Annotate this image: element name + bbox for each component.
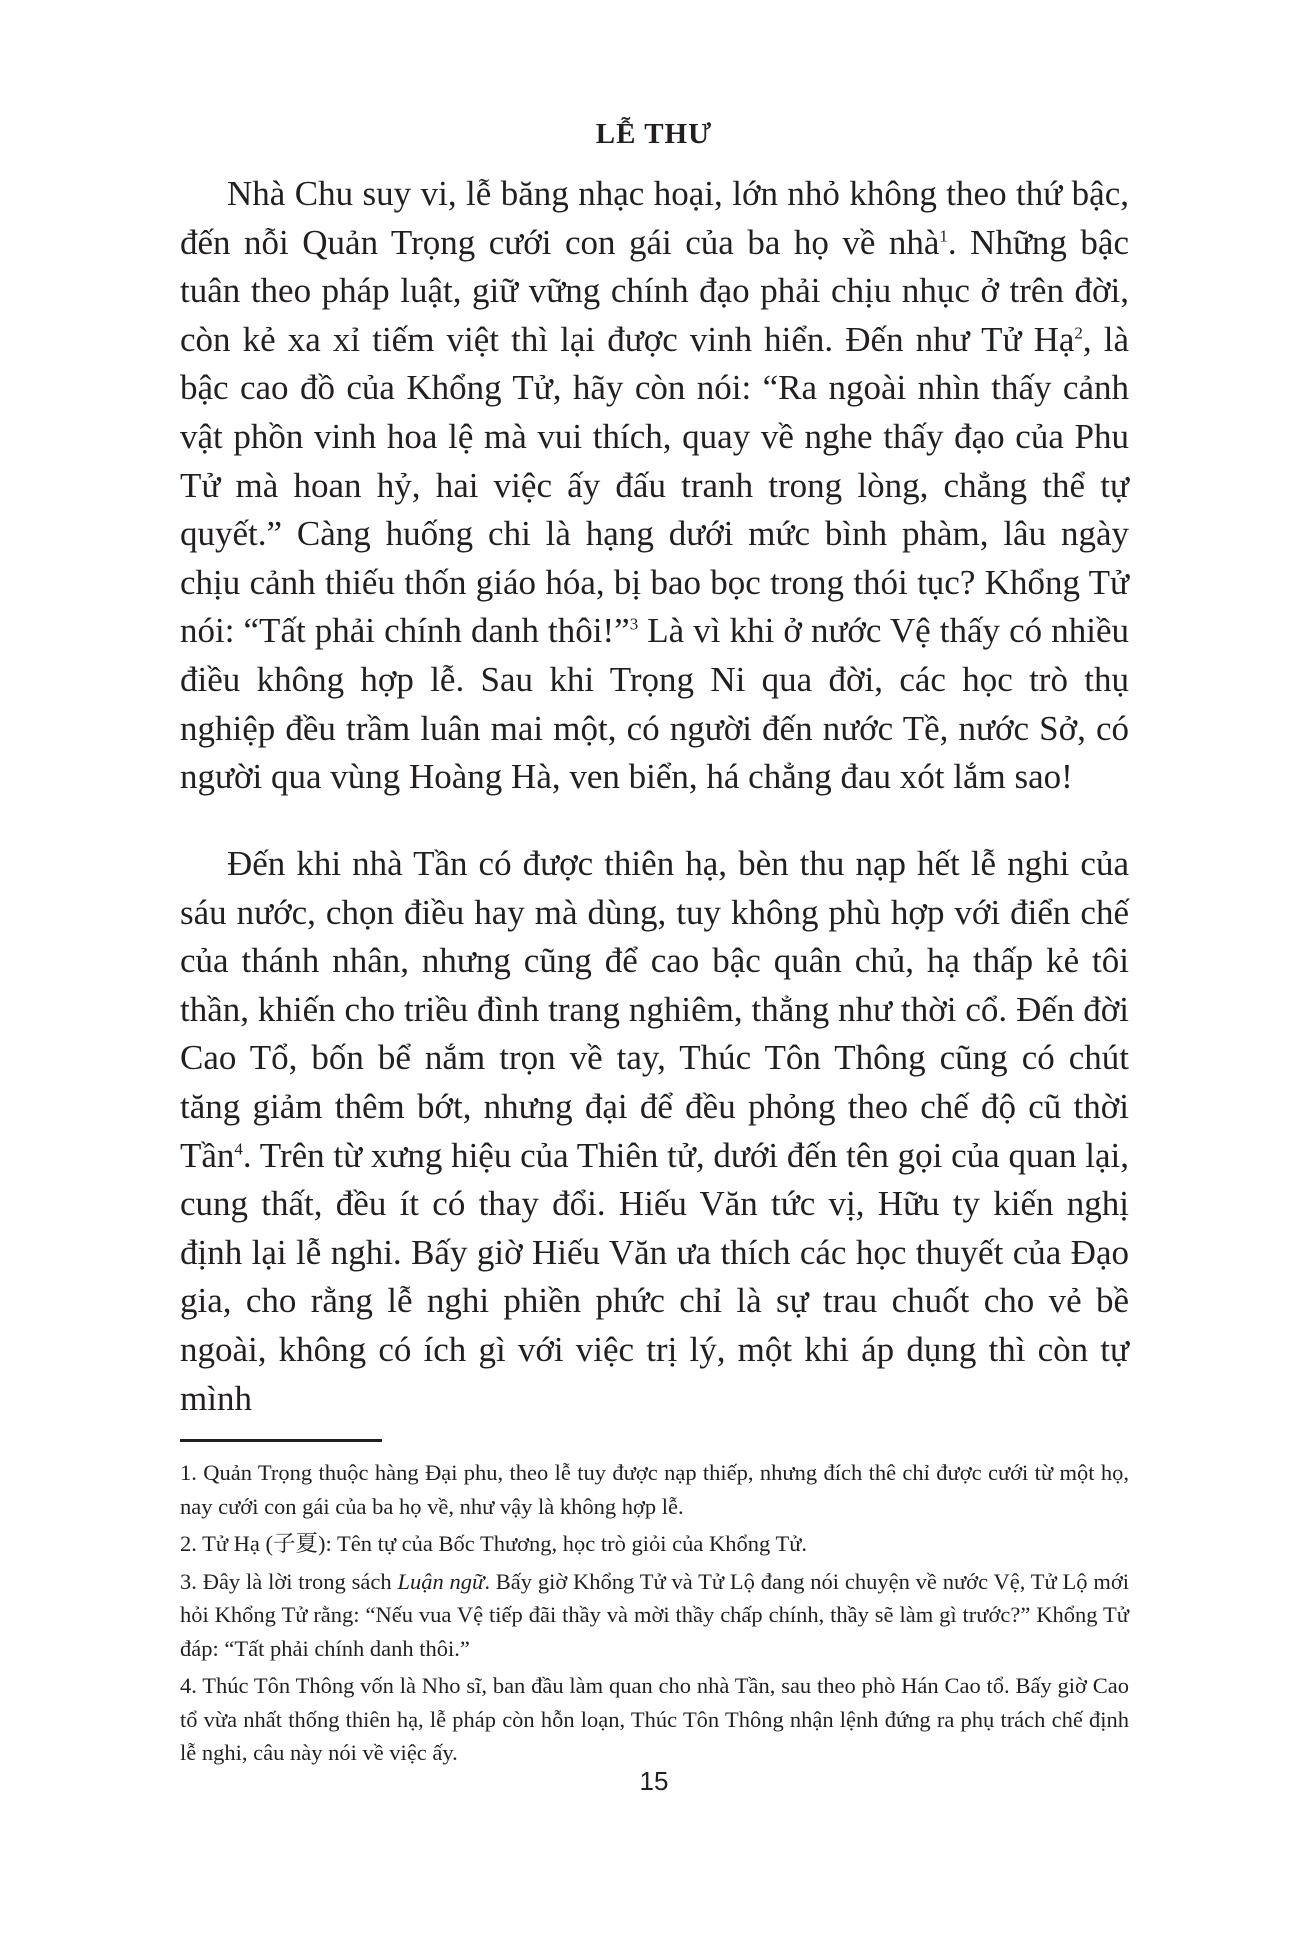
chapter-title: LỄ THƯ [595, 118, 713, 150]
footnote-ref[interactable]: 4 [234, 1138, 243, 1158]
paragraph-text: . Những bậc tuân theo pháp luật, giữ vững chính đạo phải chịu nhục ở trên đời, còn kẻ xa xỉ tiếm việt thì lại được vinh hiển. Đến như Tử Hạ [180, 222, 1129, 359]
footnote-text: . Bấy giờ Khổng Tử và Tử Lộ đang nói chuyện về nước Vệ, Tử Lộ mới hỏi Khổng Tử rằng: “Nếu vua Vệ tiếp đãi thầy và mời thầy chấp chính, thầy sẽ làm gì trước?” Khổng Tử đáp: “Tất phải chính danh thôi.” [180, 1568, 1129, 1661]
paragraph-text: Đến khi nhà Tần có được thiên hạ, bèn thu nạp hết lễ nghi của sáu nước, chọn điều hay mà dùng, tuy không phù hợp với điển chế của thánh nhân, nhưng cũng để cao bậc quân chủ, hạ thấp kẻ tôi thần, khiến cho triều đình trang nghiêm, thẳng như thời cổ. Đến đời Cao Tổ, bốn bể nắm trọn về tay, Thúc Tôn Thông cũng có chút tăng giảm thêm bớt, nhưng đại để đều phỏng theo chế độ cũ thời Tần [180, 844, 1129, 1175]
book-title: Luận ngữ [397, 1568, 485, 1594]
footnote-text: 3. Đây là lời trong sách [180, 1568, 398, 1594]
paragraph-text: Nhà Chu suy vi, lễ băng nhạc hoại, lớn nhỏ không theo thứ bậc, đến nỗi Quản Trọng cưới con gái của ba họ về nhà [180, 174, 1129, 262]
footnote-divider [180, 1439, 382, 1442]
footnote-item [180, 1565, 1129, 1666]
footnote-list [180, 1456, 1129, 1774]
paragraph-text: Là vì khi ở nước Vệ thấy có nhiều điều không hợp lễ. Sau khi Trọng Ni qua đời, các học trò thụ nghiệp đều trầm luân mai một, có người đến nước Tề, nước Sở, có người qua vùng Hoàng Hà, ven biển, há chẳng đau xót lắm sao! [180, 611, 1129, 797]
paragraph-text: , là bậc cao đồ của Khổng Tử, hãy còn nói: “Ra ngoài nhìn thấy cảnh vật phồn vinh hoa lệ mà vui thích, quay về nghe thấy đạo của Phu Tử mà hoan hỷ, hai việc ấy đấu tranh trong lòng, chẳng thể tự quyết.” Càng huống chi là hạng dưới mức bình phàm, lâu ngày chịu cảnh thiếu thốn giáo hóa, bị bao bọc trong thói tục? Khổng Tử nói: “Tất phải chính danh thôi!” [180, 319, 1129, 651]
footnote-ref[interactable]: 1 [939, 225, 948, 245]
footnote-ref[interactable]: 3 [629, 614, 639, 634]
footnote-item: 2. Tử Hạ (子夏): Tên tự của Bốc Thương, học trò giỏi của Khổng Tử. [180, 1531, 808, 1556]
footnote-item: 4. Thúc Tôn Thông vốn là Nho sĩ, ban đầu làm quan cho nhà Tần, sau theo phò Hán Cao tổ. Bấy giờ Cao tổ vừa nhất thống thiên hạ, lễ pháp còn hỗn loạn, Thúc Tôn Thông nhận lệnh đứng ra phụ trách chế định lễ nghi, câu này nói về việc ấy. [180, 1673, 1129, 1765]
paragraph-text: . Trên từ xưng hiệu của Thiên tử, dưới đến tên gọi của quan lại, cung thất, đều ít có thay đổi. Hiếu Văn tức vị, Hữu ty kiến nghị định lại lễ nghi. Bấy giờ Hiếu Văn ưa thích các học thuyết của Đạo gia, cho rằng lễ nghi phiền phức chỉ là sự trau chuốt cho vẻ bề ngoài, không có ích gì với việc trị lý, một khi áp dụng thì còn tự mình [180, 1135, 1129, 1418]
body-paragraph [180, 170, 1129, 802]
page-number: 15 [639, 1766, 669, 1796]
footnote-ref[interactable]: 2 [1074, 323, 1083, 343]
footnote-item: 1. Quản Trọng thuộc hàng Đại phu, theo lễ tuy được nạp thiếp, nhưng đích thê chỉ được cưới từ một họ, nay cưới con gái của ba họ về, như vậy là không hợp lễ. [180, 1460, 1129, 1519]
body-paragraph [180, 840, 1129, 1423]
